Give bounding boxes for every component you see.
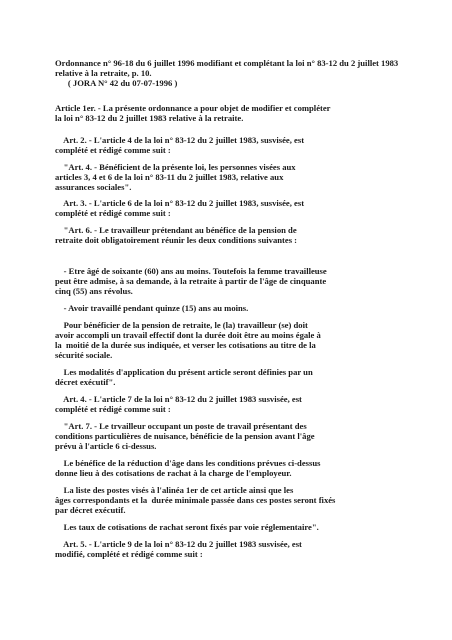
paragraph-line: sécurité sociale. bbox=[55, 350, 113, 361]
paragraph-art-6-quote bbox=[55, 225, 435, 245]
paragraph-line: complété et rédigé comme suit : bbox=[55, 145, 171, 156]
paragraph-line: assurances sociales". bbox=[55, 182, 132, 193]
paragraph-line: Article 1er. - La présente ordonnance a pour objet de modifier et compléter bbox=[55, 103, 331, 113]
paragraph-pension-eligibility bbox=[55, 320, 435, 360]
paragraph-condition-work bbox=[55, 303, 435, 313]
paragraph-post-list bbox=[55, 485, 435, 515]
paragraph-line: La liste des postes visés à l'alinéa 1er de cet article ainsi que les bbox=[55, 485, 294, 495]
paragraph-line: cinq (55) ans révolus. bbox=[55, 286, 133, 297]
paragraph-line: âges correspondants et la durée minimale passée dans ces postes seront fixés bbox=[55, 495, 336, 506]
paragraph-line: Art. 5. - L'article 9 de la loi n° 83-12 du 2 juillet 1983 susvisée, est bbox=[55, 539, 302, 549]
paragraph-line: la moitié de la durée sus indiquée, et verser les cotisations au titre de la bbox=[55, 340, 316, 351]
paragraph-line: modifié, complété et rédigé comme suit : bbox=[55, 549, 203, 560]
header-line: Ordonnance n° 96-18 du 6 juillet 1996 modifiant et complétant la loi n° 83-12 du 2 juillet 1983 bbox=[55, 58, 399, 68]
paragraph-line: prévu à l'article 6 ci-dessus. bbox=[55, 441, 157, 452]
paragraph-line: complété et rédigé comme suit : bbox=[55, 208, 171, 219]
header-line: ( JORA N° 42 du 07-07-1996 ) bbox=[55, 78, 178, 89]
paragraph-art-4-quote bbox=[55, 162, 435, 192]
paragraph-line: "Art. 6. - Le travailleur prétendant au bénéfice de la pension de bbox=[55, 225, 297, 235]
paragraph-buyback-rates bbox=[55, 522, 435, 532]
paragraph-line: - Etre âgé de soixante (60) ans au moins. Toutefois la femme travailleuse bbox=[55, 266, 327, 276]
paragraph-line: décret exécutif". bbox=[55, 377, 116, 388]
paragraph-article-2 bbox=[55, 135, 435, 155]
paragraph-article-4 bbox=[55, 394, 435, 414]
paragraph-line: Art. 4. - L'article 7 de la loi n° 83-12 du 2 juillet 1983 susvisée, est bbox=[55, 394, 302, 404]
paragraph-line: conditions particulières de nuisance, bénéficie de la pension avant l'âge bbox=[55, 431, 315, 442]
paragraph-line: Art. 2. - L'article 4 de la loi n° 83-12 du 2 juillet 1983, susvisée, est bbox=[55, 135, 305, 145]
paragraph-line: Art. 3. - L'article 6 de la loi n° 83-12 du 2 juillet 1983, susvisée, est bbox=[55, 198, 305, 208]
paragraph-age-reduction bbox=[55, 458, 435, 478]
paragraph-line: avoir accompli un travail effectif dont la durée doit être au moins égale à bbox=[55, 330, 321, 341]
paragraph-line: Les taux de cotisations de rachat seront fixés par voie réglementaire". bbox=[55, 522, 319, 532]
paragraph-line: complété et rédigé comme suit : bbox=[55, 404, 171, 415]
paragraph-condition-age bbox=[55, 266, 435, 296]
paragraph-line: par décret exécutif. bbox=[55, 505, 126, 516]
paragraph-line: Les modalités d'application du présent article seront définies par un bbox=[55, 367, 313, 377]
paragraph-line: la loi n° 83-12 du 2 juillet 1983 relative à la retraite. bbox=[55, 113, 244, 124]
paragraph-line: Le bénéfice de la réduction d'âge dans les conditions prévues ci-dessus bbox=[55, 458, 321, 468]
document-header bbox=[55, 58, 435, 88]
paragraph-line: "Art. 4. - Bénéficient de la présente loi, les personnes visées aux bbox=[55, 162, 296, 172]
paragraph-line: articles 3, 4 et 6 de la loi n° 83-11 du 2 juillet 1983, relative aux bbox=[55, 172, 284, 183]
paragraph-line: "Art. 7. - Le trvailleur occupant un poste de travail présentant des bbox=[55, 421, 307, 431]
paragraph-application-decree bbox=[55, 367, 435, 387]
paragraph-line: Pour bénéficier de la pension de retraite, le (la) travailleur (se) doit bbox=[55, 320, 308, 330]
paragraph-line: retraite doit obligatoirement réunir les deux conditions suivantes : bbox=[55, 235, 298, 246]
paragraph-art-7-quote bbox=[55, 421, 435, 451]
paragraph-line: - Avoir travaillé pendant quinze (15) ans au moins. bbox=[55, 303, 249, 313]
paragraph-article-1 bbox=[55, 103, 435, 123]
paragraph-article-5 bbox=[55, 539, 435, 559]
header-line: relative à la retraite, p. 10. bbox=[55, 68, 152, 79]
paragraph-article-3 bbox=[55, 198, 435, 218]
paragraph-line: peut être admise, à sa demande, à la retraite à partir de l'âge de cinquante bbox=[55, 276, 327, 287]
paragraph-line: donne lieu à des cotisations de rachat à la charge de l'employeur. bbox=[55, 468, 292, 479]
